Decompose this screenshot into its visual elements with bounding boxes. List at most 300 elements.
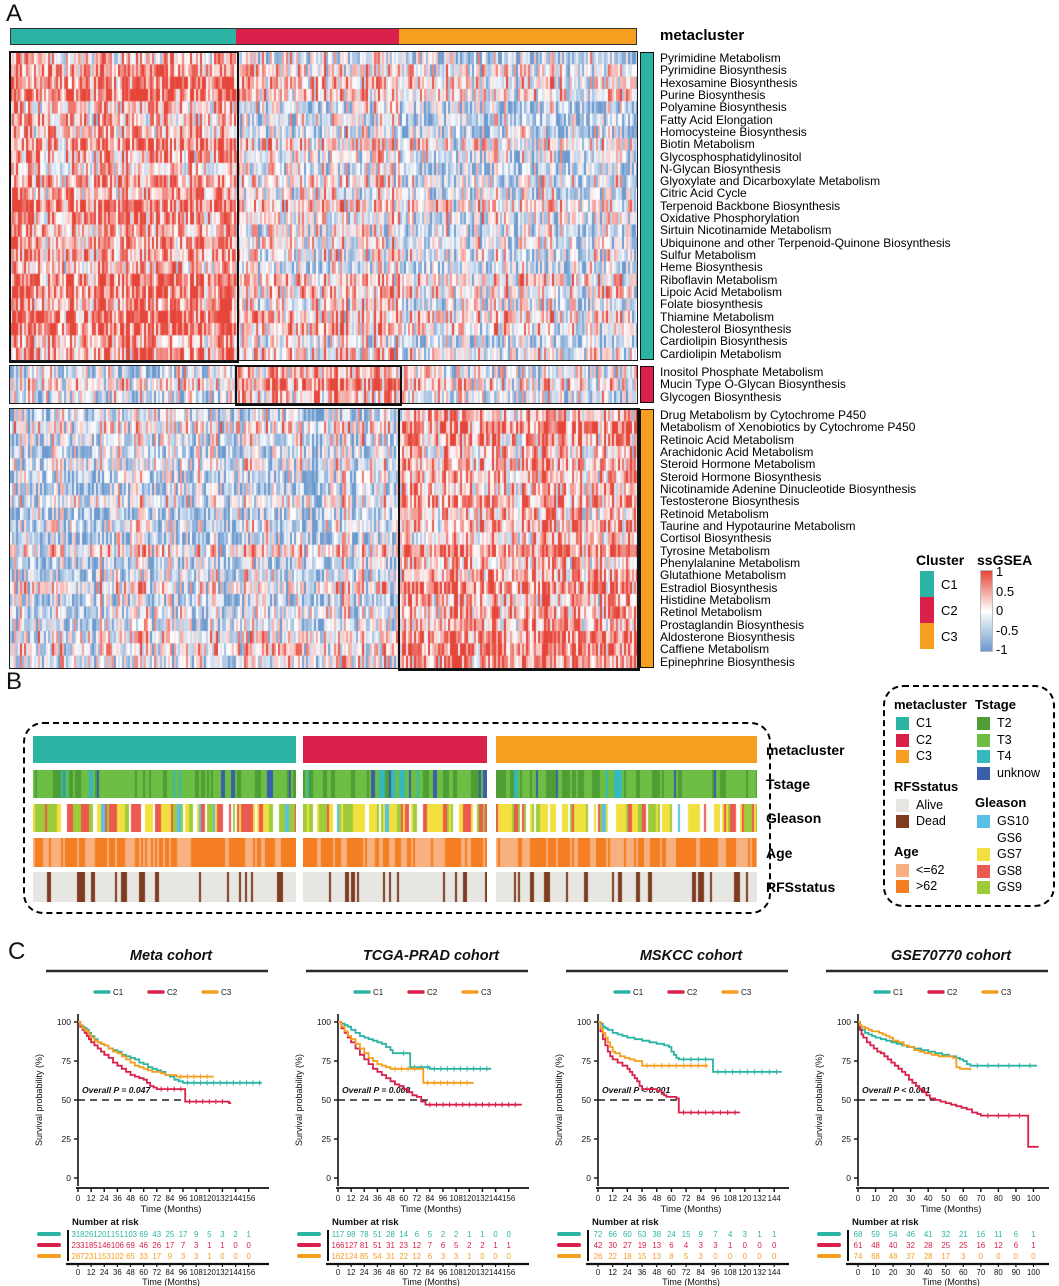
risk-value: 81 (359, 1241, 369, 1250)
km-curve-C1 (78, 1022, 262, 1083)
risk-value: 74 (853, 1252, 863, 1261)
track-RFSstatus-group1 (33, 872, 296, 902)
risk-x-tick-label: 132 (215, 1268, 229, 1277)
pathway-label: Riboflavin Metabolism (660, 272, 778, 287)
risk-value: 6 (669, 1241, 674, 1250)
risk-value: 8 (669, 1252, 674, 1261)
risk-x-tick-label: 50 (941, 1268, 951, 1277)
b-legend-swatch-Dead (896, 815, 909, 828)
pathway-label: Glyoxylate and Dicarboxylate Metabolism (660, 174, 881, 189)
risk-x-tick-label: 36 (637, 1268, 647, 1277)
x-tick-label: 30 (906, 1194, 916, 1203)
x-tick-label: 90 (1011, 1194, 1021, 1203)
risk-value: 85 (359, 1252, 369, 1261)
ssgsea-legend-title: ssGSEA (977, 552, 1033, 568)
x-tick-label: 50 (941, 1194, 951, 1203)
risk-x-tick-label: 48 (386, 1268, 395, 1277)
risk-value: 0 (757, 1241, 762, 1250)
risk-value: 0 (506, 1230, 511, 1239)
risk-value: 3 (961, 1252, 966, 1261)
risk-value: 201 (97, 1230, 111, 1239)
pathway-label: Arachidonic Acid Metabolism (660, 444, 814, 459)
x-tick-label: 96 (438, 1194, 448, 1203)
risk-value: 231 (84, 1252, 98, 1261)
risk-value: 5 (453, 1241, 459, 1250)
km-title: GSE70770 cohort (890, 948, 1012, 964)
km-title: MSKCC cohort (639, 948, 743, 964)
risk-value: 3 (180, 1252, 186, 1261)
risk-value: 0 (480, 1252, 485, 1261)
y-tick-label: 100 (576, 1017, 591, 1027)
legend-label-C2: C2 (687, 988, 698, 997)
x-tick-label: 108 (723, 1194, 737, 1203)
y-tick-label: 50 (61, 1095, 71, 1105)
risk-value: 28 (386, 1230, 395, 1239)
risk-value: 4 (683, 1241, 689, 1250)
risk-value: 33 (139, 1252, 148, 1261)
risk-value: 287 (71, 1252, 85, 1261)
risk-value: 4 (727, 1230, 733, 1239)
risk-value: 3 (453, 1252, 459, 1261)
y-tick-label: 75 (61, 1056, 71, 1066)
risk-value: 54 (888, 1230, 898, 1239)
x-tick-label: 108 (449, 1194, 463, 1203)
risk-value: 166 (331, 1241, 345, 1250)
b-legend-title-Gleason: Gleason (975, 795, 1027, 810)
cluster-swatch-C2 (920, 597, 934, 623)
y-tick-label: 75 (321, 1056, 331, 1066)
risk-value: 25 (941, 1241, 951, 1250)
risk-value: 14 (399, 1230, 408, 1239)
p-value-label: Overall P < 0.001 (862, 1085, 931, 1095)
risk-value: 6 (427, 1252, 433, 1261)
risk-x-tick-label: 0 (335, 1268, 341, 1277)
x-tick-label: 36 (372, 1194, 382, 1203)
panel-b-label-Tstage: Tstage (766, 776, 811, 792)
pathway-label: Mucin Type O-Glycan Biosynthesis (660, 377, 846, 392)
y-tick-label: 50 (321, 1095, 331, 1105)
risk-value: 3 (698, 1241, 703, 1250)
risk-x-tick-label: 96 (438, 1268, 448, 1277)
b-legend-swatch-GS10 (977, 815, 990, 828)
y-tick-label: 100 (836, 1017, 851, 1027)
risk-value: 15 (681, 1230, 691, 1239)
risk-x-tick-label: 36 (373, 1268, 382, 1277)
x-tick-label: 24 (99, 1194, 109, 1203)
pathway-label: Drug Metabolism by Cytochrome P450 (660, 407, 867, 422)
risk-value: 2 (480, 1241, 485, 1250)
km-chart-3 (548, 944, 798, 1286)
pathway-label: Testosterone Biosynthesis (660, 494, 800, 509)
risk-value: 61 (853, 1241, 863, 1250)
risk-value: 1 (506, 1241, 511, 1250)
risk-x-tick-label: 96 (178, 1268, 188, 1277)
risk-value: 9 (193, 1230, 199, 1239)
risk-value: 0 (757, 1252, 762, 1261)
km-chart-1 (28, 944, 278, 1286)
risk-value: 23 (399, 1241, 408, 1250)
risk-value: 18 (623, 1252, 632, 1261)
b-legend-swatch-C1 (896, 717, 909, 730)
risk-value: 12 (412, 1252, 422, 1261)
risk-value: 102 (110, 1252, 124, 1261)
legend-label-C1: C1 (633, 988, 644, 997)
b-legend-label-GS6: GS6 (997, 830, 1023, 845)
panel-b-label-Gleason: Gleason (766, 810, 822, 826)
pathway-label: Hexosamine Biosynthesis (660, 75, 798, 90)
track-RFSstatus-group3 (496, 872, 757, 902)
risk-value: 53 (637, 1230, 647, 1239)
x-tick-label: 144 (488, 1194, 503, 1203)
track-Tstage-group3 (496, 770, 757, 798)
risk-x-tick-label: 144 (229, 1268, 243, 1277)
legend-label-C2: C2 (427, 988, 438, 997)
risk-value: 9 (167, 1252, 173, 1261)
pathway-label: Taurine and Hypotaurine Metabolism (660, 518, 856, 533)
p-value-label: Overall P < 0.001 (602, 1085, 671, 1095)
risk-value: 98 (346, 1230, 356, 1239)
risk-value: 127 (344, 1241, 358, 1250)
track-Tstage-group1 (33, 770, 296, 798)
x-tick-label: 48 (652, 1194, 662, 1203)
row-cluster-annotation-C2 (640, 366, 654, 403)
track-Gleason-group2 (303, 804, 487, 832)
legend-label-C1: C1 (893, 988, 904, 997)
b-legend-label-C3: C3 (916, 749, 932, 763)
x-tick-label: 48 (386, 1194, 395, 1203)
risk-value: 1 (207, 1252, 212, 1261)
cluster-label-C2: C2 (941, 603, 958, 618)
b-legend-swatch-<=62 (896, 864, 909, 877)
risk-x-tick-label: 12 (86, 1268, 96, 1277)
risk-value: 9 (698, 1230, 703, 1239)
risk-value: 16 (976, 1230, 986, 1239)
risk-x-tick-label: 24 (99, 1268, 109, 1277)
ssgsea-tick: -0.5 (996, 622, 1019, 638)
legend-label-C1: C1 (373, 988, 384, 997)
risk-x-tick-label: 20 (888, 1268, 898, 1277)
pathway-label: Retinoid Metabolism (660, 506, 769, 521)
b-legend-label-C2: C2 (916, 732, 932, 747)
risk-value: 117 (331, 1230, 345, 1239)
risk-header: Number at risk (72, 1217, 139, 1228)
risk-value: 7 (427, 1241, 433, 1250)
pathway-label: Fatty Acid Elongation (660, 112, 773, 127)
risk-value: 65 (126, 1252, 135, 1261)
risk-value: 31 (386, 1252, 395, 1261)
x-axis-label: Time (Months) (920, 1204, 982, 1215)
ssgsea-tick: 0 (996, 603, 1004, 618)
b-legend-swatch->62 (896, 880, 909, 893)
pathway-label: Pyrimidine Metabolism (660, 50, 781, 65)
y-axis-label: Survival probability (%) (554, 1053, 564, 1147)
km-chart-2 (288, 944, 538, 1286)
track-metacluster-group1 (33, 736, 296, 763)
x-tick-label: 60 (399, 1194, 409, 1203)
risk-value: 3 (193, 1241, 199, 1250)
risk-value: 27 (623, 1241, 632, 1250)
risk-x-tick-label: 72 (681, 1268, 691, 1277)
x-tick-label: 156 (502, 1194, 516, 1203)
y-axis-label: Survival probability (%) (34, 1053, 44, 1147)
risk-value: 11 (994, 1230, 1003, 1239)
y-axis-label: Survival probability (%) (814, 1053, 824, 1147)
risk-x-tick-label: 108 (449, 1268, 463, 1277)
legend-label-C3: C3 (1001, 988, 1012, 997)
y-tick-label: 25 (61, 1134, 71, 1144)
b-legend-label-T3: T3 (997, 732, 1012, 747)
x-tick-label: 0 (855, 1194, 861, 1203)
risk-value: 46 (139, 1241, 148, 1250)
risk-value: 0 (978, 1252, 984, 1261)
metacluster-annotation-bar (10, 28, 637, 45)
risk-value: 5 (683, 1252, 689, 1261)
x-axis-label: Time (Months) (140, 1204, 202, 1215)
x-tick-label: 120 (202, 1194, 216, 1203)
risk-value: 22 (399, 1252, 408, 1261)
risk-value: 17 (941, 1252, 951, 1261)
risk-x-tick-label: 156 (242, 1268, 256, 1277)
risk-value: 32 (906, 1241, 915, 1250)
risk-x-tick-label: 120 (738, 1268, 752, 1277)
pathway-label: Thiamine Metabolism (660, 309, 775, 324)
x-tick-label: 0 (335, 1194, 341, 1203)
pathway-label: Biotin Metabolism (660, 137, 755, 152)
heatmap-block-C2 (10, 366, 637, 403)
risk-value: 17 (152, 1252, 162, 1261)
risk-x-tick-label: 120 (202, 1268, 216, 1277)
b-legend-swatch-Alive (896, 799, 909, 812)
x-tick-label: 12 (86, 1194, 96, 1203)
pathway-label: Glycogen Biosynthesis (660, 389, 782, 404)
risk-x-tick-label: 108 (189, 1268, 203, 1277)
pathway-label: Prostaglandin Biosynthesis (660, 617, 805, 632)
risk-x-tick-label: 90 (1011, 1268, 1021, 1277)
risk-x-tick-label: 156 (502, 1268, 516, 1277)
risk-value: 69 (139, 1230, 148, 1239)
risk-value: 17 (178, 1230, 188, 1239)
risk-value: 6 (1013, 1230, 1019, 1239)
risk-x-tick-label: 48 (126, 1268, 135, 1277)
risk-x-tick-label: 144 (489, 1268, 503, 1277)
track-Gleason-group3 (496, 804, 757, 832)
pathway-label: Ubiquinone and other Terpenoid-Quinone Biosynthesis (660, 235, 951, 250)
risk-header: Number at risk (852, 1217, 919, 1228)
ssgsea-colorbar (980, 570, 993, 652)
risk-value: 24 (667, 1230, 676, 1239)
b-legend-label-C1: C1 (916, 716, 932, 730)
risk-x-axis-label: Time (Months) (142, 1277, 200, 1286)
risk-value: 12 (994, 1241, 1003, 1250)
x-tick-label: 12 (346, 1194, 356, 1203)
p-value-label: Overall P = 0.008 (342, 1085, 411, 1095)
risk-value: 48 (871, 1241, 880, 1250)
pathway-label: Heme Biosynthesis (660, 260, 763, 275)
risk-value: 2 (233, 1230, 238, 1239)
risk-value: 28 (923, 1252, 933, 1261)
risk-x-tick-label: 84 (696, 1268, 706, 1277)
risk-value: 30 (608, 1241, 618, 1250)
risk-value: 2 (440, 1230, 446, 1239)
risk-value: 162 (331, 1252, 345, 1261)
pathway-label: Metabolism of Xenobiotics by Cytochrome P450 (660, 420, 916, 435)
y-tick-label: 50 (581, 1095, 591, 1105)
risk-x-tick-label: 80 (994, 1268, 1003, 1277)
pathway-label: Cardiolipin Biosynthesis (660, 334, 788, 349)
risk-value: 37 (906, 1252, 915, 1261)
risk-value: 2 (467, 1241, 472, 1250)
x-tick-label: 12 (608, 1194, 618, 1203)
b-legend-swatch-C2 (896, 734, 909, 747)
risk-x-tick-label: 60 (139, 1268, 148, 1277)
x-tick-label: 132 (215, 1194, 230, 1203)
risk-value: 72 (593, 1230, 603, 1239)
risk-x-tick-label: 40 (923, 1268, 933, 1277)
risk-value: 3 (193, 1252, 199, 1261)
y-tick-label: 0 (846, 1173, 851, 1183)
pathway-label: Nicotinamide Adenine Dinucleotide Biosynthesis (660, 481, 917, 496)
p-value-label: Overall P = 0.047 (82, 1085, 151, 1095)
annotation-segment-C1 (11, 29, 236, 44)
track-metacluster-group2 (303, 736, 487, 763)
cluster-swatch-C3 (920, 623, 934, 649)
risk-value: 1 (727, 1241, 733, 1250)
risk-value: 25 (165, 1230, 175, 1239)
b-legend-label-GS8: GS8 (997, 863, 1023, 878)
risk-value: 153 (97, 1252, 111, 1261)
legend-label-C1: C1 (113, 988, 124, 997)
track-Age-group2 (303, 838, 487, 867)
risk-value: 0 (742, 1252, 748, 1261)
pathway-label: Retinol Metabolism (660, 605, 763, 620)
risk-x-tick-label: 72 (152, 1268, 162, 1277)
b-legend-swatch-T2 (977, 717, 990, 730)
b-legend-label-Alive: Alive (916, 797, 944, 812)
ssgsea-tick: -1 (996, 642, 1008, 657)
risk-x-tick-label: 60 (958, 1268, 968, 1277)
risk-x-tick-label: 36 (113, 1268, 122, 1277)
pathway-label: Sirtuin Nicotinamide Metabolism (660, 223, 832, 238)
pathway-label: Steroid Hormone Metabolism (660, 457, 816, 472)
risk-value: 51 (373, 1230, 382, 1239)
b-legend-label-Dead: Dead (916, 814, 946, 828)
pathway-label: Oxidative Phosphorylation (660, 211, 800, 226)
risk-value: 26 (152, 1241, 162, 1250)
annotation-segment-C2 (236, 29, 399, 44)
km-curve-C1 (858, 1022, 1037, 1066)
pathway-label: Purine Biosynthesis (660, 87, 766, 102)
risk-value: 151 (110, 1230, 124, 1239)
panel-b-label-Age: Age (766, 844, 793, 861)
risk-x-tick-label: 72 (412, 1268, 422, 1277)
pathway-label: Folate biosynthesis (660, 297, 763, 312)
risk-value: 0 (233, 1252, 238, 1261)
b-legend-swatch-GS6 (977, 832, 990, 845)
b-legend-swatch-unknow (977, 767, 990, 780)
risk-value: 1 (1031, 1241, 1036, 1250)
risk-x-tick-label: 12 (608, 1268, 618, 1277)
pathway-label: Histidine Metabolism (660, 592, 771, 607)
cluster-label-C3: C3 (941, 629, 958, 644)
risk-x-tick-label: 60 (399, 1268, 408, 1277)
risk-x-axis-label: Time (Months) (662, 1277, 720, 1286)
pathway-label: N-Glycan Biosynthesis (660, 161, 781, 176)
x-tick-label: 36 (637, 1194, 647, 1203)
risk-value: 0 (246, 1252, 251, 1261)
x-tick-label: 84 (165, 1194, 175, 1203)
cluster-label-C1: C1 (941, 577, 958, 592)
risk-x-tick-label: 132 (475, 1268, 489, 1277)
b-legend-swatch-GS8 (977, 865, 990, 878)
x-axis-label: Time (Months) (660, 1204, 722, 1215)
track-Age-group1 (33, 838, 296, 867)
risk-value: 3 (713, 1241, 718, 1250)
x-tick-label: 144 (228, 1194, 243, 1203)
y-tick-label: 25 (841, 1134, 851, 1144)
x-tick-label: 72 (152, 1194, 162, 1203)
risk-value: 0 (996, 1252, 1001, 1261)
row-cluster-annotation-C1 (640, 52, 654, 360)
risk-value: 103 (124, 1230, 138, 1239)
x-tick-label: 96 (178, 1194, 188, 1203)
risk-x-tick-label: 0 (595, 1268, 601, 1277)
pathway-label: Homocysteine Biosynthesis (660, 124, 807, 139)
risk-value: 40 (888, 1241, 898, 1250)
risk-value: 16 (976, 1241, 986, 1250)
panel-c-label: C (8, 938, 26, 965)
x-tick-label: 96 (711, 1194, 720, 1203)
panel-b-label-RFSstatus: RFSstatus (766, 879, 836, 895)
risk-value: 60 (623, 1230, 632, 1239)
panel-a-label: A (6, 0, 23, 27)
risk-value: 28 (923, 1241, 933, 1250)
track-Age-group3 (496, 838, 757, 867)
b-legend-title-Tstage: Tstage (975, 697, 1016, 712)
pathway-label: Retinoic Acid Metabolism (660, 432, 795, 447)
risk-value: 6 (1013, 1241, 1019, 1250)
risk-value: 0 (246, 1241, 251, 1250)
risk-value: 3 (220, 1230, 225, 1239)
annotation-segment-C3 (399, 29, 637, 44)
risk-x-tick-label: 30 (906, 1268, 915, 1277)
cluster-swatch-C1 (920, 571, 934, 597)
x-tick-label: 120 (738, 1194, 752, 1203)
heatmap-block-C3 (10, 409, 637, 668)
risk-value: 318 (71, 1230, 85, 1239)
legend-label-C2: C2 (947, 988, 958, 997)
risk-x-tick-label: 48 (652, 1268, 662, 1277)
risk-value: 46 (906, 1230, 915, 1239)
risk-value: 68 (871, 1252, 880, 1261)
risk-x-tick-label: 24 (359, 1268, 369, 1277)
risk-value: 185 (84, 1241, 98, 1250)
risk-x-tick-label: 144 (767, 1268, 781, 1277)
pathway-label: Cardiolipin Metabolism (660, 346, 782, 361)
risk-value: 0 (493, 1252, 498, 1261)
risk-header: Number at risk (332, 1217, 399, 1228)
b-legend-swatch-GS7 (977, 848, 990, 861)
risk-value: 0 (713, 1252, 718, 1261)
legend-label-C3: C3 (481, 988, 492, 997)
pathway-label: Polyamine Biosynthesis (660, 100, 787, 115)
x-tick-label: 70 (976, 1194, 986, 1203)
pathway-label: Pyrimidine Biosynthesis (660, 63, 787, 78)
x-tick-label: 132 (475, 1194, 490, 1203)
b-legend-label->62: >62 (916, 879, 938, 893)
risk-value: 261 (84, 1230, 98, 1239)
x-tick-label: 80 (993, 1194, 1003, 1203)
risk-value: 48 (888, 1252, 898, 1261)
